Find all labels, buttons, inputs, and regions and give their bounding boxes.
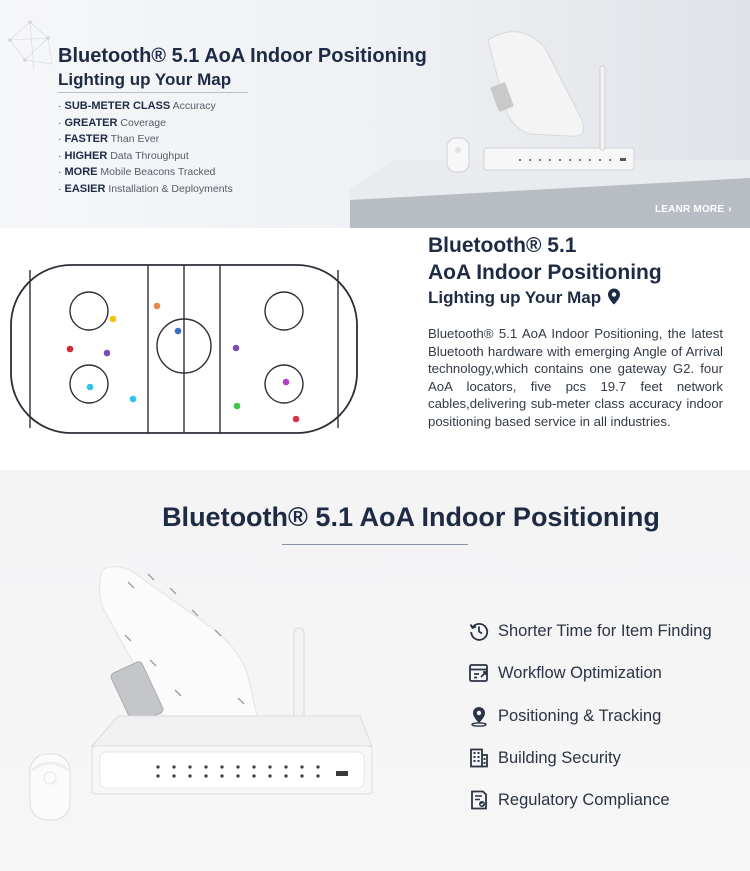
info-subtitle: Lighting up Your Map — [428, 288, 621, 308]
hero-subtitle: Lighting up Your Map — [58, 70, 232, 89]
feature-item — [468, 789, 712, 831]
clock-history-icon — [468, 620, 490, 642]
beacon-dot — [234, 403, 241, 410]
feature-item — [468, 705, 712, 747]
antenna — [294, 628, 304, 728]
feature-item — [468, 662, 712, 704]
feature-item — [468, 620, 712, 662]
beacon-dot — [175, 328, 182, 335]
beacon-dot — [130, 396, 137, 403]
product-illustration — [0, 470, 460, 871]
beacon-dot — [110, 316, 117, 323]
feature-item — [468, 747, 712, 789]
features-title: Bluetooth® 5.1 AoA Indoor Positioning — [162, 502, 660, 532]
feature-label: Regulatory Compliance — [498, 791, 670, 810]
beacon-dot — [67, 346, 74, 353]
network-globe-decoration — [9, 21, 53, 71]
feature-label: Shorter Time for Item Finding — [498, 622, 712, 640]
learn-more-label: LEANR MORE — [655, 204, 725, 215]
info-title-line2: AoA Indoor Positioning — [428, 261, 662, 284]
compliance-document-icon — [468, 789, 490, 811]
beacon-dot — [233, 345, 240, 352]
features-section — [0, 470, 750, 871]
beacon-dot — [104, 350, 111, 357]
feature-label: Building Security — [498, 748, 621, 767]
learn-more-link[interactable] — [655, 204, 732, 215]
feature-label: Workflow Optimization — [498, 664, 662, 683]
features-list — [468, 620, 712, 831]
hero-feature-list — [58, 100, 233, 200]
info-title-line1: Bluetooth® 5.1 — [428, 234, 577, 257]
feature-label: Positioning & Tracking — [498, 706, 662, 725]
beacon-tag — [447, 138, 469, 172]
chevron-right-icon: › — [728, 204, 732, 215]
hero-title: Bluetooth® 5.1 AoA Indoor Positioning — [58, 45, 427, 67]
hero-feature-item: · HIGHER Data Throughput — [58, 149, 189, 162]
hero-feature-item: · SUB-METER CLASS Accuracy — [58, 100, 216, 112]
info-description: Bluetooth® 5.1 AoA Indoor Positioning, the latest Bluetooth hardware with emerging Angle of Arrival technology,which contains one gateway G2. four AoA locators, five pcs 19.7 feet network cables,delivering sub-meter class accuracy indoor positioning based service in all industries. — [428, 326, 723, 429]
gateway-device — [92, 716, 372, 746]
workflow-icon — [468, 662, 490, 684]
hero-banner — [0, 0, 750, 228]
beacon-dot — [87, 384, 94, 391]
rink-info-section — [0, 228, 750, 470]
beacon-dot — [293, 416, 300, 423]
beacon-dot — [283, 379, 290, 386]
antenna — [600, 66, 605, 150]
hero-feature-item: · MORE Mobile Beacons Tracked — [58, 166, 216, 179]
building-icon — [468, 747, 490, 769]
hero-divider — [58, 92, 248, 93]
gateway-device — [484, 148, 634, 170]
rink-map — [10, 264, 358, 434]
hero-feature-item: · FASTER Than Ever — [58, 133, 160, 146]
beacon-dot — [154, 303, 161, 310]
hero-feature-item: · GREATER Coverage — [58, 116, 166, 129]
map-pin-icon — [607, 288, 621, 305]
location-pin-icon — [468, 705, 490, 727]
hero-feature-item: · EASIER Installation & Deployments — [58, 182, 233, 195]
